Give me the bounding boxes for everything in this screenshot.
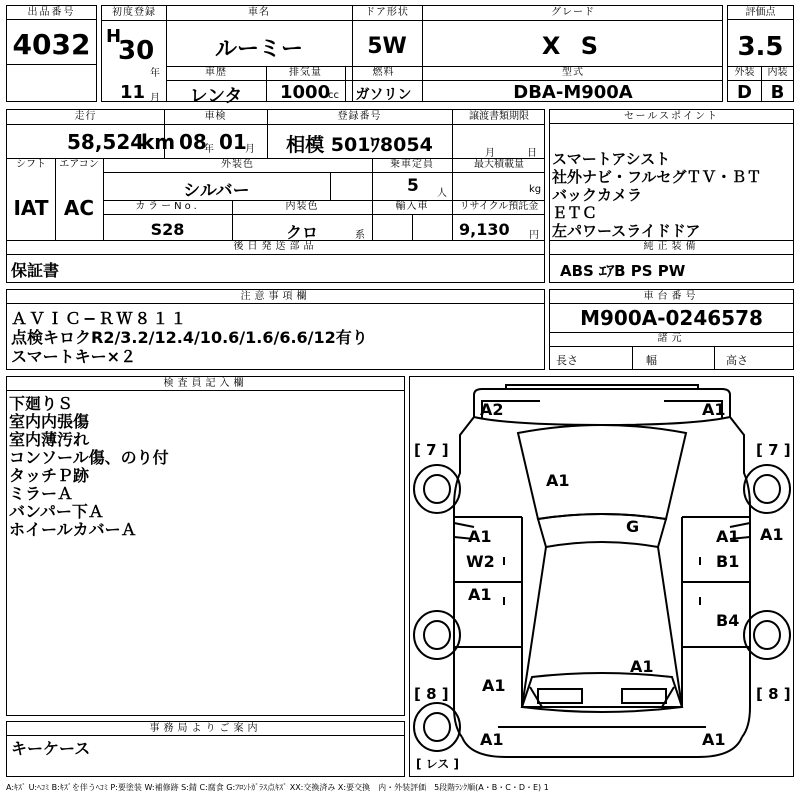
- tire-rear-right: [ 8 ]: [756, 685, 791, 703]
- sales-label: セールスポイント: [550, 110, 793, 124]
- color-no-label: カラーNo.: [135, 201, 200, 212]
- tire-front-right: [ 7 ]: [756, 441, 791, 459]
- int-grade: B: [770, 82, 785, 103]
- damage-a1-hood: A1: [546, 471, 570, 490]
- car-diagram: [409, 376, 794, 777]
- displacement-label: 排気量: [289, 67, 322, 78]
- insp-year-unit: 年: [204, 144, 214, 155]
- notes-label: 注意事項欄: [7, 290, 544, 304]
- damage-a1-left-front-door: A1: [468, 527, 492, 546]
- mileage-label: 走行: [74, 111, 97, 122]
- score-label: 評価点: [728, 6, 793, 20]
- capacity-label: 乗車定員: [390, 159, 434, 170]
- insp-line-6: ミラーＡ: [9, 484, 74, 503]
- notes-box: [6, 289, 545, 370]
- damage-a1-left-rear: A1: [482, 676, 506, 695]
- damage-a1-rear-right: A1: [702, 730, 726, 749]
- spec-label: 諸元: [657, 333, 686, 344]
- damage-a2-front-left: A2: [480, 400, 504, 419]
- shift-label: シフト: [16, 159, 46, 170]
- history: レンタ: [189, 86, 243, 107]
- mileage-unit: km: [141, 130, 176, 154]
- mileage: 58,524: [67, 130, 145, 154]
- office-text: キーケース: [11, 739, 91, 758]
- length-label: 長さ: [556, 354, 578, 367]
- tire-rear-left: [ 8 ]: [414, 685, 449, 703]
- insp-month-unit: 月: [245, 144, 255, 155]
- sales-point-5: 左パワースライドドア: [552, 222, 701, 240]
- year-unit: 年: [150, 68, 160, 79]
- lot-box: [6, 5, 97, 102]
- score-box: [727, 5, 794, 102]
- insp-line-3: 室内薄汚れ: [9, 430, 90, 449]
- inspector-label: 検査員記入欄: [7, 377, 404, 391]
- transfer-label: 譲渡書類期限: [469, 111, 529, 122]
- damage-a1-front-right: A1: [702, 400, 726, 419]
- sales-box: [549, 109, 794, 283]
- sales-point-4: ＥＴＣ: [552, 204, 598, 222]
- damage-g-windshield: G: [626, 517, 640, 536]
- damage-b4-right: B4: [716, 611, 740, 630]
- fuel-label: 燃料: [372, 67, 395, 78]
- insp-line-8: ホイールカバーＡ: [9, 520, 137, 539]
- insp-line-4: コンソール傷、のり付: [9, 448, 169, 467]
- door-label: ドア形状: [365, 7, 409, 18]
- first-reg-label: 初度登録: [112, 7, 156, 18]
- fuel: ガソリン: [355, 87, 412, 103]
- model-label: 型式: [562, 67, 584, 78]
- damage-a1-rear-left: A1: [480, 730, 504, 749]
- reg-month: 11: [120, 82, 146, 103]
- tire-spare: [ レス ]: [416, 757, 459, 771]
- ac: AC: [63, 196, 95, 220]
- car-name: ルーミー: [214, 37, 303, 62]
- load-unit: kg: [529, 184, 542, 195]
- score: 3.5: [737, 32, 784, 62]
- equip-label: 純正装備: [643, 241, 700, 252]
- width-label: 幅: [646, 354, 657, 367]
- color-no: S28: [150, 220, 185, 239]
- int-color-label: 内装色: [285, 201, 319, 212]
- car-outline: [410, 377, 793, 776]
- legend: A:ｷｽﾞ U:ﾍｺﾐ B:ｷｽﾞを伴うﾍｺﾐ P:要塗装 W:補修跡 S:錆 C:腐食 G:ﾌﾛﾝﾄｶﾞﾗｽ点ｷｽﾞ XX:交換済み X:要交換 内・外装評価 5段階ﾗﾝｸ順(A・B・C・D・E) 1: [6, 783, 549, 792]
- damage-a1-roof-rear: A1: [630, 657, 654, 676]
- car-name-label: 車名: [248, 7, 270, 18]
- tire-front-left: [ 7 ]: [414, 441, 449, 459]
- note-line-3: スマートキー×２: [11, 347, 137, 366]
- int-color: クロ: [285, 223, 318, 242]
- import-label: 輸入車: [395, 201, 429, 212]
- after-label: 後日発送部品: [233, 241, 318, 252]
- note-line-1: ＡＶＩＣ−ＲＷ８１１: [11, 309, 189, 328]
- history-label: 車歴: [205, 67, 227, 78]
- transfer-day-unit: 日: [527, 148, 537, 159]
- height-label: 高さ: [726, 354, 748, 367]
- inspection-label: 車検: [204, 111, 227, 122]
- insp-line-5: タッチＰ跡: [9, 466, 90, 485]
- inspector-box: [6, 376, 405, 716]
- capacity-unit: 人: [437, 188, 447, 199]
- note-line-2: 点検キロクR2/3.2/12.4/10.6/1.6/6.6/12有り: [11, 328, 368, 347]
- damage-b1-right: B1: [716, 552, 740, 571]
- main-header-box: [101, 5, 723, 107]
- lot-number: 4032: [12, 28, 91, 61]
- chassis-label: 車台番号: [550, 290, 793, 304]
- displacement: 1000: [280, 82, 331, 103]
- insp-line-1: 下廻りＳ: [9, 394, 74, 413]
- damage-a1-right-outer: A1: [760, 525, 784, 544]
- ac-label: エアコン: [59, 159, 99, 170]
- ext-grade: D: [737, 82, 752, 103]
- color: シルバー: [183, 181, 250, 201]
- model: DBA-M900A: [513, 82, 633, 103]
- recycle: 9,130: [459, 220, 510, 239]
- int-color-unit: 系: [355, 230, 365, 241]
- door-type: 5W: [367, 34, 407, 59]
- grade: X S: [541, 32, 605, 60]
- insp-month: 01: [219, 130, 247, 154]
- color-label: 外装色: [221, 159, 254, 170]
- chassis-number: M900A-0246578: [580, 306, 763, 330]
- int-label: 内装: [767, 67, 788, 78]
- chassis-box: [549, 289, 794, 370]
- displacement-unit: cc: [328, 90, 339, 101]
- grade-label: グレード: [551, 7, 595, 18]
- sales-point-2: 社外ナビ・フルセグＴＶ・ＢＴ: [552, 168, 762, 186]
- regno: 相模 501ﾜ8054: [286, 134, 433, 156]
- recycle-unit: 円: [529, 230, 539, 241]
- ext-label: 外装: [734, 67, 755, 78]
- equipment: ABS ｴｱB PS PW: [560, 262, 686, 280]
- load-label: 最大積載量: [474, 159, 524, 170]
- insp-line-7: バンパー下Ａ: [9, 502, 104, 521]
- sales-point-1: スマートアシスト: [552, 150, 671, 168]
- shift: IAT: [13, 196, 49, 220]
- office-label: 事務局よりご案内: [7, 722, 404, 736]
- office-box: [6, 721, 405, 777]
- month-unit: 月: [150, 93, 160, 104]
- damage-a1-right-front-door: A1: [716, 527, 740, 546]
- damage-w2-left: W2: [466, 552, 495, 571]
- reg-year: 30: [118, 36, 155, 66]
- damage-a1-left-rear-door: A1: [468, 585, 492, 604]
- insp-year: 08: [179, 130, 207, 154]
- sales-point-3: バックカメラ: [552, 186, 643, 204]
- insp-line-2: 室内内張傷: [9, 412, 90, 431]
- transfer-month-unit: 月: [485, 148, 495, 159]
- spec-box: [6, 109, 545, 283]
- lot-label: 出品番号: [7, 6, 96, 20]
- capacity: 5: [407, 176, 419, 196]
- after-parts: 保証書: [11, 261, 60, 280]
- regno-label: 登録番号: [337, 111, 382, 122]
- era: H: [106, 26, 122, 47]
- recycle-label: リサイクル預託金: [459, 201, 539, 212]
